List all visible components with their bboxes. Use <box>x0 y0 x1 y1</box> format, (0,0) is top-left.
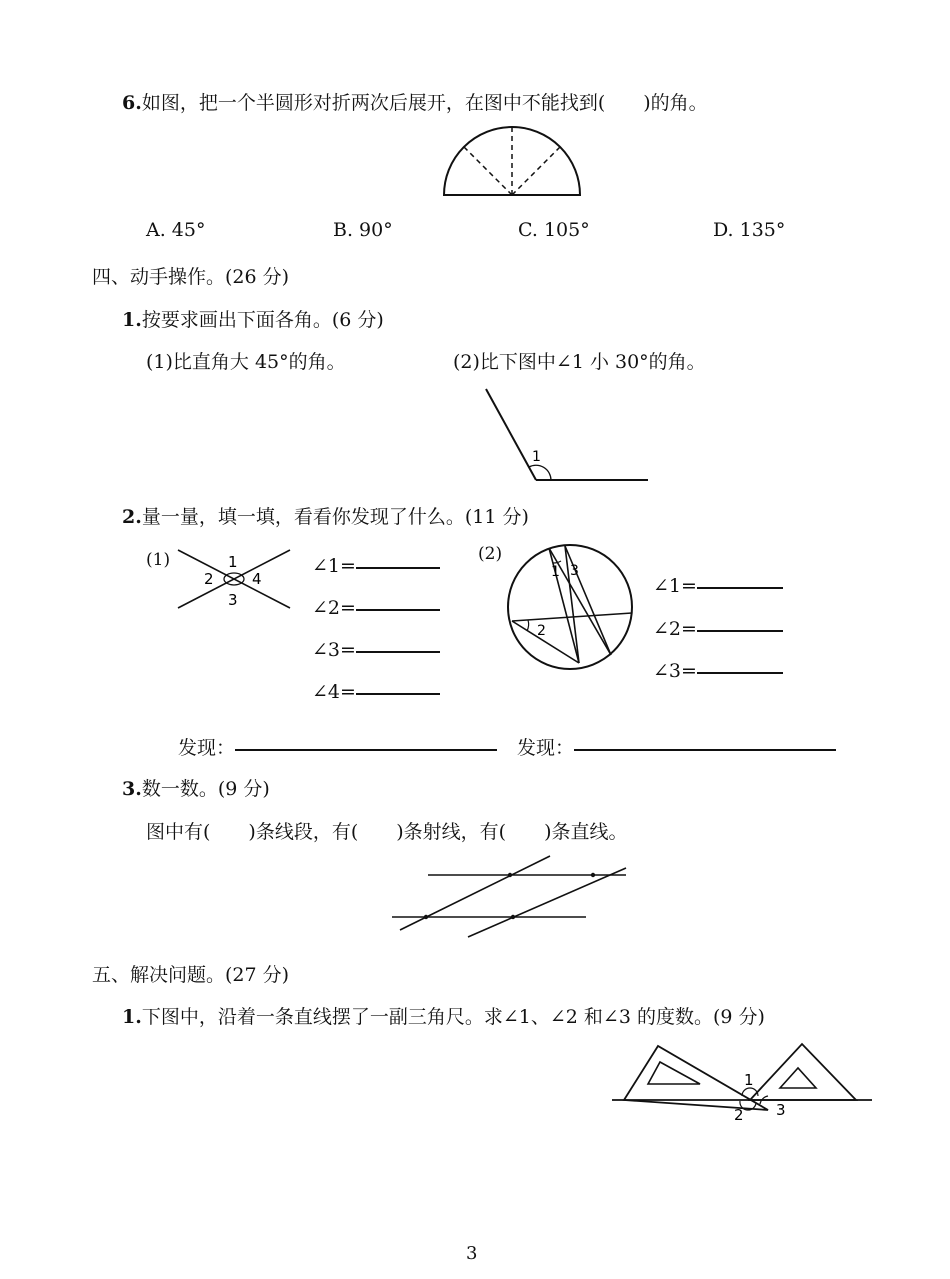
fig1-fill-4-label: ∠4= <box>312 681 356 703</box>
fig1-fill-3-label: ∠3= <box>312 639 356 661</box>
s4-q1-line <box>122 305 384 332</box>
q6-text: 如图，把一个半圆形对折两次后展开，在图中不能找到( )的角。 <box>141 92 708 114</box>
semicircle-figure <box>442 125 582 200</box>
fig1-fill-2 <box>312 597 440 619</box>
q6-number: 6. <box>122 92 142 114</box>
s4-q1-part1: (1)比直角大 45°的角。 <box>146 351 346 373</box>
s4-q2-text: 量一量，填一填，看看你发现了什么。(11 分) <box>141 506 529 528</box>
fig2-fill-1-blank[interactable] <box>697 585 783 589</box>
s4-q2-number: 2. <box>122 506 142 528</box>
discover-right <box>517 733 836 760</box>
discover-left-blank[interactable] <box>235 747 497 751</box>
section5-title: 五、解决问题。(27 分) <box>92 964 290 986</box>
s4-q1-text: 按要求画出下面各角。(6 分) <box>141 309 384 331</box>
fig2-fill-2-label: ∠2= <box>653 618 697 640</box>
s4-q3-count-line: 图中有( )条线段，有( )条射线，有( )条直线。 <box>146 821 628 843</box>
angle-1-label: 1 <box>532 449 541 465</box>
section4-title: 四、动手操作。(26 分) <box>92 266 290 288</box>
fig2-label: (2) <box>478 544 503 564</box>
fig1-fill-1-blank[interactable] <box>356 565 440 569</box>
fig1-fill-2-blank[interactable] <box>356 607 440 611</box>
q6-option-a: A. 45° <box>146 219 206 241</box>
s4-q1-part2: (2)比下图中∠1 小 30°的角。 <box>453 351 706 373</box>
fig2-fill-1-label: ∠1= <box>653 575 697 597</box>
inscribed-angles-figure <box>507 543 637 673</box>
s5-q1-text: 下图中，沿着一条直线摆了一副三角尺。求∠1、∠2 和∠3 的度数。(9 分) <box>141 1006 765 1028</box>
discover-right-blank[interactable] <box>574 747 836 751</box>
fig1-fill-2-label: ∠2= <box>312 597 356 619</box>
fig1-fill-3-blank[interactable] <box>356 649 440 653</box>
fig2-angle-3: 3 <box>570 563 579 579</box>
fig1-angle-2: 2 <box>204 570 214 588</box>
fig1-angle-1: 1 <box>228 553 238 571</box>
fig1-fill-4-blank[interactable] <box>356 691 440 695</box>
discover-left <box>178 733 497 760</box>
fig1-fill-1 <box>312 555 440 577</box>
fig2-fill-1 <box>653 575 783 597</box>
fig2-fill-3-label: ∠3= <box>653 660 697 682</box>
fig2-fill-2-blank[interactable] <box>697 628 783 632</box>
set-squares-angle-3: 3 <box>776 1101 786 1119</box>
fig2-fill-3 <box>653 660 783 682</box>
q6-option-d: D. 135° <box>713 219 786 241</box>
s4-q1-number: 1. <box>122 309 142 331</box>
lines-counting-figure <box>390 853 630 943</box>
discover-right-label: 发现： <box>517 737 575 759</box>
fig2-angle-2: 2 <box>537 623 546 639</box>
set-squares-angle-2: 2 <box>734 1106 744 1124</box>
page-number: 3 <box>466 1243 478 1264</box>
angle-1-figure <box>484 387 654 487</box>
s4-q3-number: 3. <box>122 778 142 800</box>
fig2-angle-1: 1 <box>551 564 560 580</box>
q6-line <box>122 88 708 115</box>
s5-q1-line <box>122 1002 765 1029</box>
fig1-angle-3: 3 <box>228 591 238 609</box>
fig1-angle-4: 4 <box>252 570 262 588</box>
fig2-fill-2 <box>653 618 783 640</box>
q6-option-c: C. 105° <box>518 219 590 241</box>
fig2-fill-3-blank[interactable] <box>697 670 783 674</box>
s4-q3-text: 数一数。(9 分) <box>141 778 270 800</box>
set-squares-angle-1: 1 <box>744 1071 754 1089</box>
fig1-label: (1) <box>146 550 171 570</box>
q6-option-b: B. 90° <box>333 219 393 241</box>
s4-q2-line <box>122 502 529 529</box>
s4-q3-line <box>122 774 270 801</box>
fig1-fill-3 <box>312 639 440 661</box>
discover-left-label: 发现： <box>178 737 236 759</box>
set-squares-figure <box>610 1040 880 1125</box>
s5-q1-number: 1. <box>122 1006 142 1028</box>
fig1-fill-1-label: ∠1= <box>312 555 356 577</box>
crossing-lines-figure <box>176 548 296 613</box>
fig1-fill-4 <box>312 681 440 703</box>
